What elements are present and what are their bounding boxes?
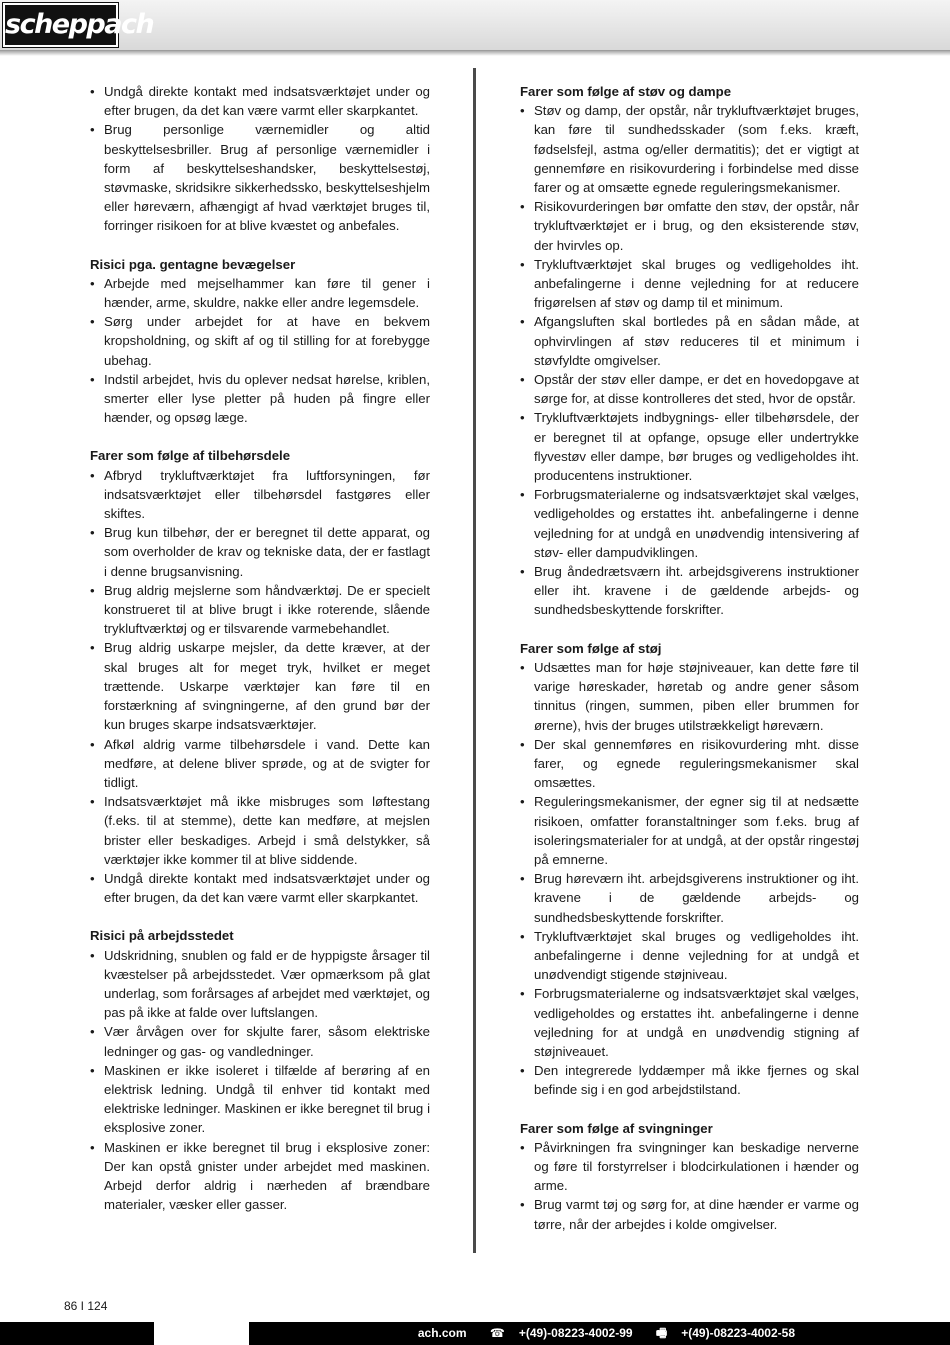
section-list — [90, 274, 430, 428]
list-item: • Afkøl aldrig varme tilbehørsdele i vand. Dette kan medføre, at delene bliver sprøde, og at de svigter for tidligt. — [90, 735, 430, 793]
fax-number: +(49)-08223-4002-58 — [681, 1326, 795, 1340]
list-item: • Brug kun tilbehør, der er beregnet til dette apparat, og som overholder de krav og tekniske data, der er fastlagt i denne brugsanvisning. — [90, 523, 430, 581]
list-item: • Påvirkningen fra svingninger kan beskadige nerverne og føre til forstyrrelser i blodcirkulationen i hænder og arme. — [520, 1138, 859, 1196]
section-list — [520, 1138, 859, 1234]
list-item: • Afbryd trykluftværktøjet fra luftforsyningen, før indsatsværktøjet eller tilbehørsdel fastgøres eller skiftes. — [90, 466, 430, 524]
list-item: • Undgå direkte kontakt med indsatsværktøjet under og efter brugen, da det kan være varmt eller skarpkantet. — [90, 869, 430, 907]
list-item: • Risikovurderingen bør omfatte den støv, der opstår, når trykluftværktøjet er i brug, og den eksisterende støv, der hvirvles op. — [520, 197, 859, 255]
fax-info — [646, 1326, 795, 1340]
list-item: • Udskridning, snublen og fald er de hyppigste årsager til kvæstelser på arbejdsstedet. Vær opmærksom på glat underlag, som forårsages af arbejdet med værktøjet, og pas på ikke at falde over luftslangen. — [90, 946, 430, 1023]
list-item: • Brug aldrig uskarpe mejsler, da dette kræver, at der skal bruges alt for meget tryk, hvilket er meget trættende. Uskarpe værktøjer kan føre til en forstærkning af svingningerne, af den grund bør der kun bruges skarpe indsatsværktøjer. — [90, 638, 430, 734]
section-list — [520, 658, 859, 1100]
list-item: • Sørg under arbejdet for at have en bekvem kropsholdning, og skift af og til stilling for at forebygge ubehag. — [90, 312, 430, 370]
list-item: • Trykluftværktøjet skal bruges og vedligeholdes iht. anbefalingerne i denne vejledning for at reducere frigørelsen af støv og damp til et minimum. — [520, 255, 859, 313]
list-item: • Opstår der støv eller dampe, er det en hovedopgave at sørge for, at disse kontrolleres det sted, hvor de opstår. — [520, 370, 859, 408]
column-divider — [473, 68, 476, 1253]
list-item: • Indsatsværktøjet må ikke misbruges som løftestang (f.eks. til at stemme), dette kan medføre, at mejslen brister eller beskadiges. Arbejd i små delstykker, så værktøjer ikke kommer til at blive siddende. — [90, 792, 430, 869]
scheppach-logo: scheppach — [3, 3, 118, 47]
section-heading: Farer som følge af svingninger — [520, 1120, 713, 1136]
page-header — [0, 0, 950, 51]
list-item: • Trykluftværktøjets indbygnings- eller tilbehørsdele, der er beregnet til at opfange, opsuge eller undertrykke flyvestøv eller dampe, bør bruges og vedligeholdes iht. producentens instruktioner. — [520, 408, 859, 485]
list-item: • Der skal gennemføres en risikovurdering mht. disse farer, og egnede reguleringsmekanismer skal omsættes. — [520, 735, 859, 793]
right-column — [520, 82, 859, 1234]
header-shadow — [0, 50, 950, 56]
page-number: 86 I 124 — [64, 1299, 108, 1313]
website-text: ach.com — [417, 1326, 467, 1340]
list-item: • Vær årvågen over for skjulte farer, såsom elektriske ledninger og gas- og vandledninger. — [90, 1022, 430, 1060]
fax-icon: 🖷 — [655, 1326, 668, 1340]
section-heading: Risici på arbejdsstedet — [90, 928, 234, 944]
section-list — [90, 946, 430, 1215]
section-list — [520, 101, 859, 619]
list-item: • Brug åndedrætsværn iht. arbejdsgiverens instruktioner eller iht. kravene i de gældende arbejds- og sundhedsbeskyttende forskrifter. — [520, 562, 859, 620]
section-heading: Farer som følge af tilbehørsdele — [90, 448, 291, 464]
section-list — [90, 466, 430, 908]
section-heading: Risici pga. gentagne bevægelser — [90, 256, 296, 272]
list-item: • Den integrerede lyddæmper må ikke fjernes og skal befinde sig i en god arbejdstilstand. — [520, 1061, 859, 1099]
list-item: • Brug personlige værnemidler og altid beskyttelsesbriller. Brug af personlige værnemidler i form af beskyttelseshandsker, beskyttelsestøj, støvmaske, skridsikre sikkerhedssko, beskyttelseshjelm eller høreværn, afhængigt af hvad værktøjet bruges til, forringer risikoen for at blive kvæstet og anbefales. — [90, 120, 430, 235]
list-item: • Udsættes man for høje støjniveauer, kan dette føre til varige høreskader, høretab og andre gener såsom tinnitus (ringen, summen, piben eller brummen for ørerne), hvis der bruges utilstrækkeligt høreværn. — [520, 658, 859, 735]
section-heading: Farer som følge af støj — [520, 640, 662, 656]
list-item: • Afgangsluften skal bortledes på en sådan måde, at ophvirvlingen af støv reduceres til et minimum i støvfyldte omgivelser. — [520, 312, 859, 370]
intro-list — [90, 82, 430, 236]
footer-contact — [408, 1322, 795, 1345]
list-item: • Brug varmt tøj og sørg for, at dine hænder er varme og tørre, når der arbejdes i kolde omgivelser. — [520, 1195, 859, 1233]
phone-info — [480, 1326, 636, 1340]
list-item: • Brug aldrig mejslerne som håndværktøj. De er specielt konstrueret til at blive brugt i ikke roterende, slående trykluftværktøj og er tilsvarende varmebehandlet. — [90, 581, 430, 639]
list-item: • Reguleringsmekanismer, der egner sig til at nedsætte risikoen, omfatter foranstaltninger som f.eks. brug af isoleringsmaterialer for at undgå, at der opstår ringestøj på emnerne. — [520, 792, 859, 869]
list-item: • Indstil arbejdet, hvis du oplever nedsat hørelse, kriblen, smerter eller lyse pletter på huden på fingre eller hænder, og opsøg læge. — [90, 370, 430, 428]
phone-icon: ☎ — [489, 1326, 505, 1340]
list-item: • Undgå direkte kontakt med indsatsværktøjet under og efter brugen, da det kan være varmt eller skarpkantet. — [90, 82, 430, 120]
left-column — [90, 82, 430, 1214]
list-item: • Arbejde med mejselhammer kan føre til gener i hænder, arme, skuldre, nakke eller andre legemsdele. — [90, 274, 430, 312]
list-item: • Forbrugsmaterialerne og indsatsværktøjet skal vælges, vedligeholdes og erstattes iht. anbefalingerne i denne vejledning for at undgå en unødvendig intensivering af støv- eller dampudviklingen. — [520, 485, 859, 562]
list-item: • Støv og damp, der opstår, når trykluftværktøjet bruges, kan føre til sundhedsskader (som f.eks. kræft, fødselsfejl, astma og/eller dermatitis); det er vigtigt at gennemføre en risikovurdering i forbindelse med disse farer og at omsætte egnede reguleringsmekanismer. — [520, 101, 859, 197]
list-item: • Brug høreværn iht. arbejdsgiverens instruktioner og iht. kravene i de gældende arbejds- og sundhedsbeskyttende forskrifter. — [520, 869, 859, 927]
list-item: • Maskinen er ikke isoleret i tilfælde af berøring af en elektrisk ledning. Undgå til enhver tid kontakt med elektriske ledninger. Maskinen er ikke beregnet til brug i eksplosive zoner. — [90, 1061, 430, 1138]
footer-gap — [154, 1322, 249, 1345]
list-item: • Maskinen er ikke beregnet til brug i eksplosive zoner: Der kan opstå gnister under arbejdet med maskinen. Arbejd derfor aldrig i nærheden af brændbare materialer, væsker eller gasser. — [90, 1138, 430, 1215]
section-heading: Farer som følge af støv og dampe — [520, 84, 732, 99]
list-item: • Trykluftværktøjet skal bruges og vedligeholdes iht. anbefalingerne i denne vejledning for at undgå et unødvendigt stigende støjniveau. — [520, 927, 859, 985]
list-item: • Forbrugsmaterialerne og indsatsværktøjet skal vælges, vedligeholdes og erstattes iht. anbefalingerne i denne vejledning for at undgå en unødvendig stigning af støjniveauet. — [520, 984, 859, 1061]
phone-number: +(49)-08223-4002-99 — [518, 1326, 633, 1340]
